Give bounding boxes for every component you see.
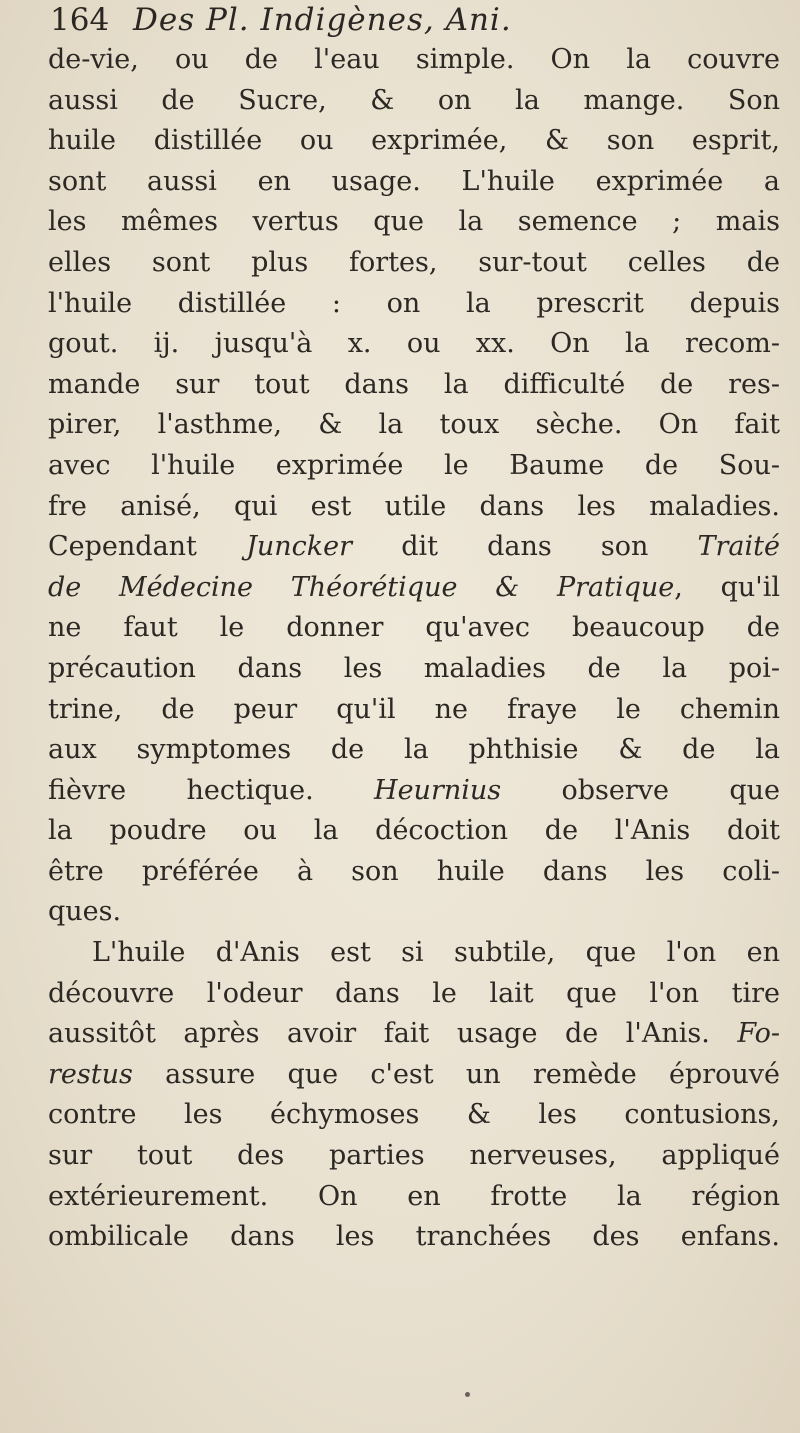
italic-text: Fo- (737, 1018, 780, 1050)
text-segment: aussi de Sucre, & on la mange. Son (48, 84, 780, 116)
italic-text: restus (48, 1058, 133, 1090)
text-line (48, 243, 780, 284)
text-segment: , qu'il (674, 571, 780, 603)
text-segment: mande sur tout dans la difficulté de res- (48, 368, 780, 400)
text-line (48, 811, 780, 852)
text-segment: de-vie, ou de l'eau simple. On la couvre (48, 44, 780, 75)
text-segment: aux symptomes de la phthisie & de la (48, 734, 780, 766)
text-line (48, 1177, 780, 1218)
text-line (48, 1136, 780, 1177)
text-line (48, 121, 780, 162)
text-segment: L'huile d'Anis est si subtile, que l'on en (92, 937, 780, 969)
text-line (48, 365, 780, 406)
text-line (48, 1095, 780, 1136)
text-segment: fre anisé, qui est utile dans les maladies. (48, 490, 780, 522)
running-title: Des Pl. Indigènes, Ani. (133, 2, 512, 38)
text-segment: pirer, l'asthme, & la toux sèche. On fait (48, 409, 780, 441)
text-segment: être préférée à son huile dans les coli- (48, 855, 780, 887)
text-line (48, 1055, 780, 1096)
text-line (48, 446, 780, 487)
text-line (48, 40, 780, 81)
text-line (48, 852, 780, 893)
text-line (48, 81, 780, 122)
body-text (48, 40, 780, 1258)
text-segment: gout. ij. jusqu'à x. ou xx. On la recom- (48, 328, 780, 360)
text-line (48, 568, 780, 609)
text-line (48, 771, 780, 812)
text-segment: ques. (48, 896, 122, 928)
text-line (48, 730, 780, 771)
text-line (48, 487, 780, 528)
text-line (48, 202, 780, 243)
text-segment: sont aussi en usage. L'huile exprimée a (48, 165, 780, 197)
text-segment: sur tout des parties nerveuses, appliqué (48, 1140, 780, 1172)
italic-text: Juncker (246, 531, 353, 563)
ink-speck (465, 1392, 470, 1397)
text-line (48, 527, 780, 568)
text-segment: extérieurement. On en frotte la région (48, 1180, 780, 1212)
text-segment: précaution dans les maladies de la poi- (48, 652, 780, 684)
text-segment: l'huile distillée : on la prescrit depuis (48, 287, 780, 319)
text-line (48, 974, 780, 1015)
text-line (48, 284, 780, 325)
text-segment: contre les échymoses & les contusions, (48, 1099, 780, 1131)
italic-text: Heurnius (374, 774, 502, 806)
text-segment: trine, de peur qu'il ne fraye le chemin (48, 693, 780, 725)
text-segment: la poudre ou la décoction de l'Anis doit (48, 815, 780, 847)
italic-text: Traité (697, 531, 780, 563)
text-segment: elles sont plus fortes, sur-tout celles de (48, 246, 780, 278)
text-segment: assure que c'est un remède éprouvé (132, 1058, 780, 1090)
text-segment: découvre l'odeur dans le lait que l'on tire (48, 977, 780, 1009)
text-line (48, 324, 780, 365)
text-segment: observe que (501, 774, 780, 806)
text-line (48, 608, 780, 649)
text-segment: avec l'huile exprimée le Baume de Sou- (48, 449, 780, 481)
text-line (48, 690, 780, 731)
text-line (48, 649, 780, 690)
text-line (48, 405, 780, 446)
text-segment: Cependant (48, 531, 247, 563)
text-segment: huile distillée ou exprimée, & son esprit, (48, 125, 780, 157)
text-segment: ne faut le donner qu'avec beaucoup de (48, 612, 780, 644)
text-segment: aussitôt après avoir fait usage de l'Anis. (48, 1018, 738, 1050)
text-line (48, 1217, 780, 1258)
text-segment: les mêmes vertus que la semence ; mais (48, 206, 780, 238)
text-line (48, 933, 780, 974)
italic-text: de Médecine Théorétique & Pratique (48, 571, 675, 603)
text-segment: dit dans son (352, 531, 698, 563)
text-line (48, 162, 780, 203)
text-line (48, 1014, 780, 1055)
page-number: 164 (50, 2, 110, 38)
text-line (48, 892, 780, 933)
text-segment: ombilicale dans les tranchées des enfans. (48, 1221, 780, 1253)
text-segment: fièvre hectique. (48, 774, 375, 806)
